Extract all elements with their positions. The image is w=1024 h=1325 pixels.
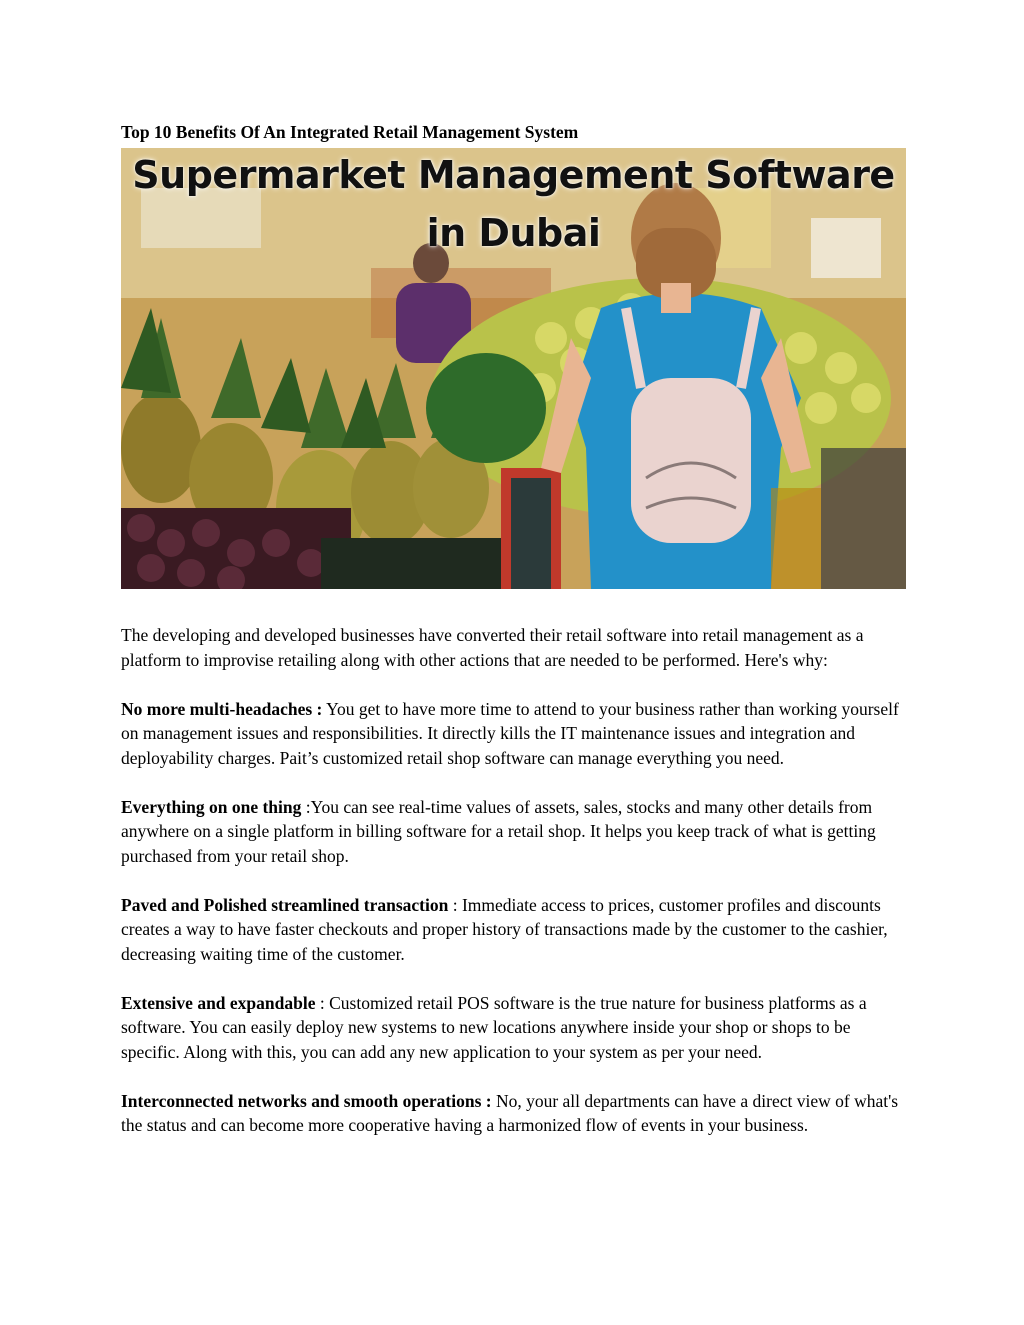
- benefit-heading: Extensive and expandable: [121, 992, 316, 1013]
- document-page: [121, 120, 906, 1162]
- hero-image: [121, 148, 906, 589]
- benefit-paragraph: [121, 991, 906, 1065]
- benefit-paragraph: [121, 697, 906, 771]
- benefit-text: No, your all departments can have a direct view of what's the status and can become more cooperative having a harmonized flow of events in your business.: [121, 1090, 899, 1135]
- intro-paragraph: The developing and developed businesses have converted their retail software into retail management as a platform to improvise retailing along with other actions that are needed to be performed. Here's why:: [121, 625, 864, 670]
- benefit-text: You get to have more time to attend to your business rather than working yourself on management issues and responsibilities. It directly kills the IT maintenance issues and integration and deployability charges. Pait’s customized retail shop software can manage everything you need.: [121, 698, 899, 768]
- benefit-heading: No more multi-headaches :: [121, 698, 323, 719]
- benefit-heading: Everything on one thing: [121, 796, 302, 817]
- article-body: [121, 623, 906, 1138]
- benefit-text: : Customized retail POS software is the true nature for business platforms as a software. You can easily deploy new systems to new locations anywhere inside your shop or shops to be specific. Along with this, you can add any new application to your system as per your need.: [121, 992, 867, 1062]
- benefit-heading: Paved and Polished streamlined transaction: [121, 894, 449, 915]
- document-title: Top 10 Benefits Of An Integrated Retail Management System: [121, 122, 579, 142]
- benefit-paragraph: [121, 1089, 906, 1138]
- benefit-text: :You can see real-time values of assets, sales, stocks and many other details from anywhere on a single platform in billing software for a retail shop. It helps you keep track of what is getting purchased from your retail shop.: [121, 796, 876, 866]
- benefit-paragraph: [121, 893, 906, 967]
- benefit-heading: Interconnected networks and smooth operations :: [121, 1090, 492, 1111]
- benefit-paragraph: [121, 795, 906, 869]
- hero-title-line2: in Dubai: [426, 211, 601, 255]
- benefit-text: : Immediate access to prices, customer profiles and discounts creates a way to have faster checkouts and proper history of transactions made by the customer to the cashier, decreasing waiting time of the customer.: [121, 894, 888, 964]
- hero-title-line1: Supermarket Management Software: [132, 153, 895, 197]
